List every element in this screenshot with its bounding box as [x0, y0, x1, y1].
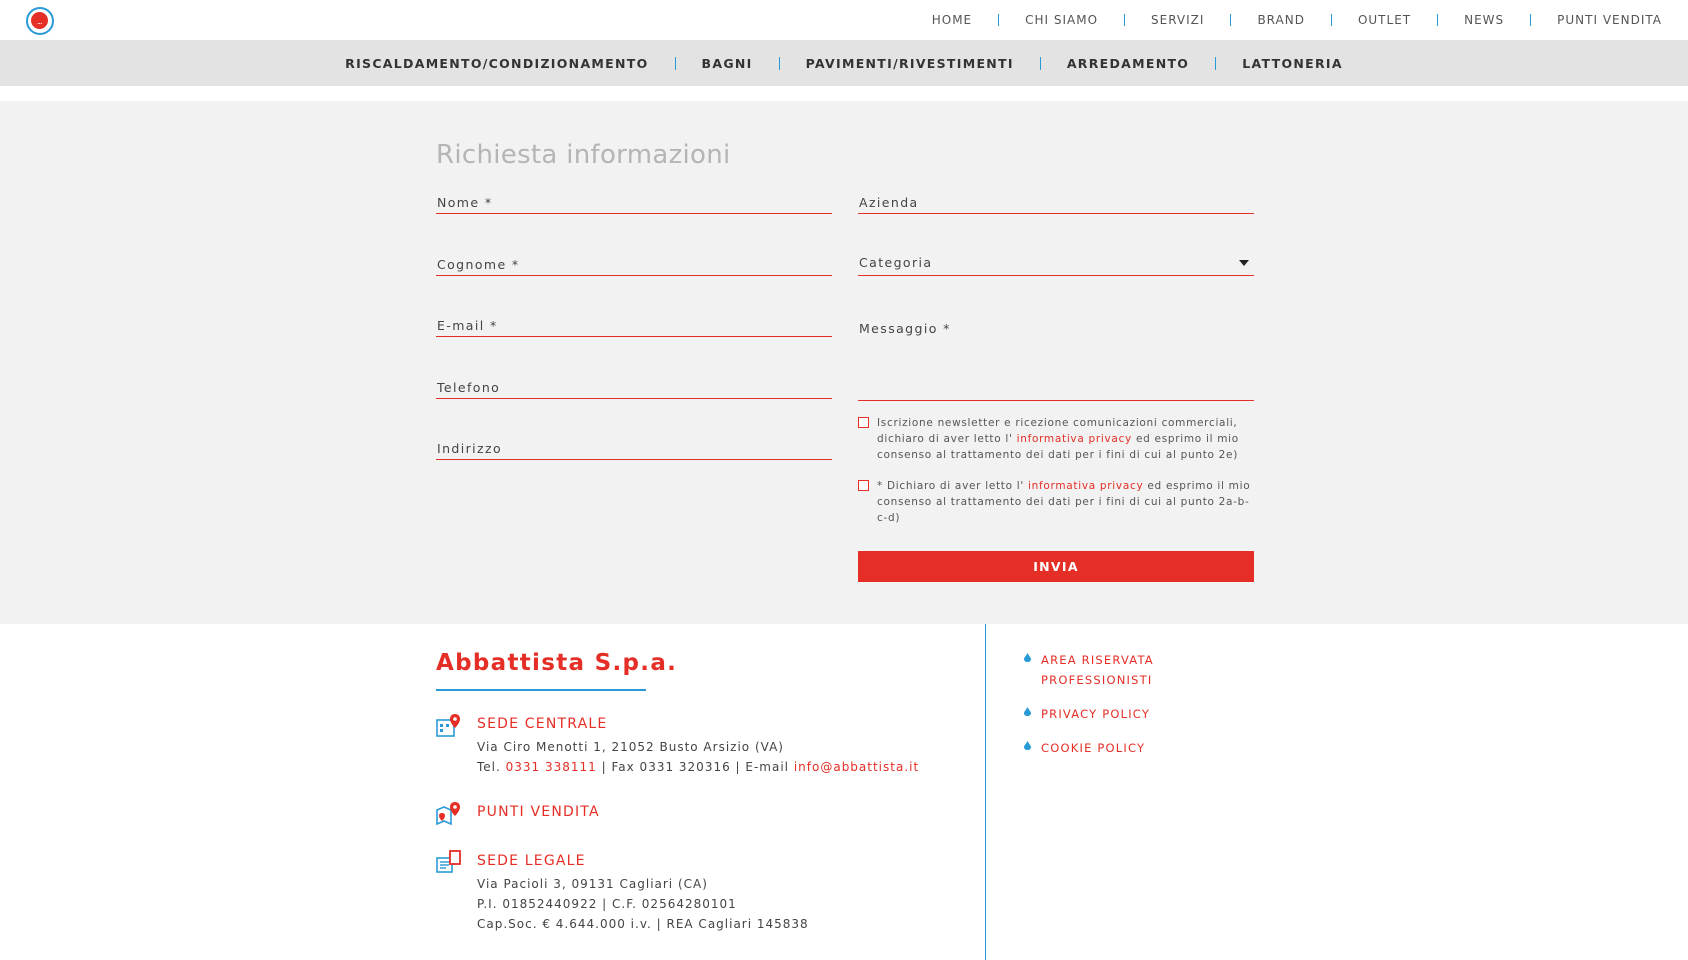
category-pavimenti[interactable]: PAVIMENTI/RIVESTIMENTI — [805, 55, 1014, 71]
newsletter-privacy-link[interactable]: informativa privacy — [1016, 433, 1132, 445]
nav-separator — [1331, 14, 1332, 26]
sede-legale-capital: Cap.Soc. € 4.644.000 i.v. | REA Cagliari 145838 — [477, 917, 809, 931]
cognome-label: Cognome * — [437, 257, 520, 272]
nav-outlet[interactable]: OUTLET — [1357, 13, 1412, 27]
nav-separator — [1124, 14, 1125, 26]
footer — [0, 624, 1688, 960]
category-nav — [0, 40, 1688, 86]
newsletter-text-before: Iscrizione newsletter e ricezione comunicazioni commerciali, dichiaro di aver letto l' — [877, 417, 1238, 445]
nav-home[interactable]: HOME — [931, 13, 973, 27]
indirizzo-label: Indirizzo — [437, 441, 502, 456]
map-pin-icon — [436, 801, 462, 825]
email-link[interactable]: info@abbattista.it — [793, 760, 920, 774]
sede-centrale-contacts — [477, 760, 919, 774]
messaggio-textarea[interactable] — [858, 321, 1254, 401]
telefono-input[interactable] — [436, 379, 832, 398]
category-separator — [675, 57, 676, 70]
top-nav — [932, 0, 1662, 40]
sede-legale-address: Via Pacioli 3, 09131 Cagliari (CA) — [477, 877, 708, 891]
privacy-text — [877, 478, 1254, 526]
newsletter-consent — [858, 415, 1254, 463]
azienda-field[interactable] — [858, 194, 1254, 214]
telefono-field[interactable] — [436, 379, 832, 399]
cookie-policy-link[interactable]: COOKIE POLICY — [1041, 741, 1146, 755]
categoria-label: Categoria — [859, 255, 933, 270]
nome-input[interactable] — [436, 194, 832, 213]
email-field[interactable] — [436, 317, 832, 337]
category-riscaldamento[interactable]: RISCALDAMENTO/CONDIZIONAMENTO — [345, 55, 649, 71]
privacy-text-before: * Dichiaro di aver letto l' — [877, 480, 1029, 492]
privacy-checkbox[interactable] — [858, 480, 869, 491]
azienda-label: Azienda — [859, 195, 919, 210]
sede-centrale-address: Via Ciro Menotti 1, 21052 Busto Arsizio (VA) — [477, 740, 784, 754]
form-title: Richiesta informazioni — [436, 140, 731, 170]
email-label: E-mail * — [437, 318, 498, 333]
sede-legale-title[interactable]: SEDE LEGALE — [477, 853, 586, 869]
category-separator — [1040, 57, 1041, 70]
azienda-input[interactable] — [858, 194, 1254, 213]
email-input[interactable] — [436, 317, 832, 336]
punti-vendita-link[interactable]: PUNTI VENDITA — [477, 804, 600, 820]
tel-label: Tel. — [477, 760, 506, 774]
company-name: Abbattista S.p.a. — [436, 650, 678, 676]
drop-icon — [1024, 653, 1031, 662]
privacy-text-after: ed esprimo il mio consenso al trattamento dei dati per i fini di cui al punto 2a-b-c-d) — [877, 480, 1251, 524]
category-lattoneria[interactable]: LATTONERIA — [1242, 55, 1343, 71]
category-arredamento[interactable]: ARREDAMENTO — [1066, 55, 1190, 71]
drop-icon — [1024, 707, 1031, 716]
indirizzo-input[interactable] — [436, 440, 832, 459]
footer-link-area-riservata[interactable] — [1024, 650, 1154, 690]
newsletter-text — [877, 415, 1254, 463]
area-riservata-label[interactable] — [1041, 650, 1154, 690]
categoria-select[interactable] — [858, 256, 1254, 276]
footer-link-privacy[interactable] — [1024, 704, 1150, 724]
fax-email-label: | Fax 0331 320316 | E-mail — [596, 760, 794, 774]
nav-chi-siamo[interactable]: CHI SIAMO — [1025, 13, 1099, 27]
logo-icon[interactable] — [26, 7, 54, 35]
sede-centrale-title[interactable]: SEDE CENTRALE — [477, 716, 608, 732]
cognome-field[interactable] — [436, 256, 832, 276]
nav-separator — [1530, 14, 1531, 26]
telefono-label: Telefono — [437, 380, 501, 395]
nav-separator — [998, 14, 999, 26]
cognome-input[interactable] — [436, 256, 832, 275]
area-riservata-line-2[interactable]: PROFESSIONISTI — [1041, 673, 1153, 687]
document-icon — [436, 850, 462, 874]
company-underline — [436, 689, 646, 691]
privacy-consent — [858, 478, 1254, 526]
phone-link[interactable]: 0331 338111 — [505, 760, 597, 774]
nav-separator — [1230, 14, 1231, 26]
nome-field[interactable] — [436, 194, 832, 214]
indirizzo-field[interactable] — [436, 440, 832, 460]
privacy-link[interactable]: informativa privacy — [1028, 480, 1144, 492]
nav-servizi[interactable]: SERVIZI — [1151, 13, 1205, 27]
contact-form-section — [0, 101, 1688, 624]
nav-brand[interactable]: BRAND — [1257, 13, 1305, 27]
chevron-down-icon[interactable] — [1239, 260, 1249, 266]
privacy-policy-link[interactable]: PRIVACY POLICY — [1041, 707, 1151, 721]
footer-divider — [985, 624, 986, 960]
footer-link-cookie[interactable] — [1024, 738, 1145, 758]
area-riservata-line-1[interactable]: AREA RISERVATA — [1041, 653, 1154, 667]
drop-icon — [1024, 741, 1031, 750]
messaggio-label: Messaggio * — [859, 321, 951, 336]
sede-legale-tax-ids: P.I. 01852440922 | C.F. 02564280101 — [477, 897, 737, 911]
category-separator — [1215, 57, 1216, 70]
category-separator — [779, 57, 780, 70]
nav-news[interactable]: NEWS — [1464, 13, 1505, 27]
building-icon — [436, 713, 462, 737]
nome-label: Nome * — [437, 195, 493, 210]
nav-separator — [1437, 14, 1438, 26]
category-bagni[interactable]: BAGNI — [701, 55, 753, 71]
newsletter-text-after: ed esprimo il mio consenso al trattamento dei dati per i fini di cui al punto 2e) — [877, 433, 1239, 461]
newsletter-checkbox[interactable] — [858, 417, 869, 428]
nav-punti-vendita[interactable]: PUNTI VENDITA — [1557, 13, 1662, 27]
submit-button[interactable]: INVIA — [858, 551, 1254, 582]
top-bar — [0, 0, 1688, 40]
